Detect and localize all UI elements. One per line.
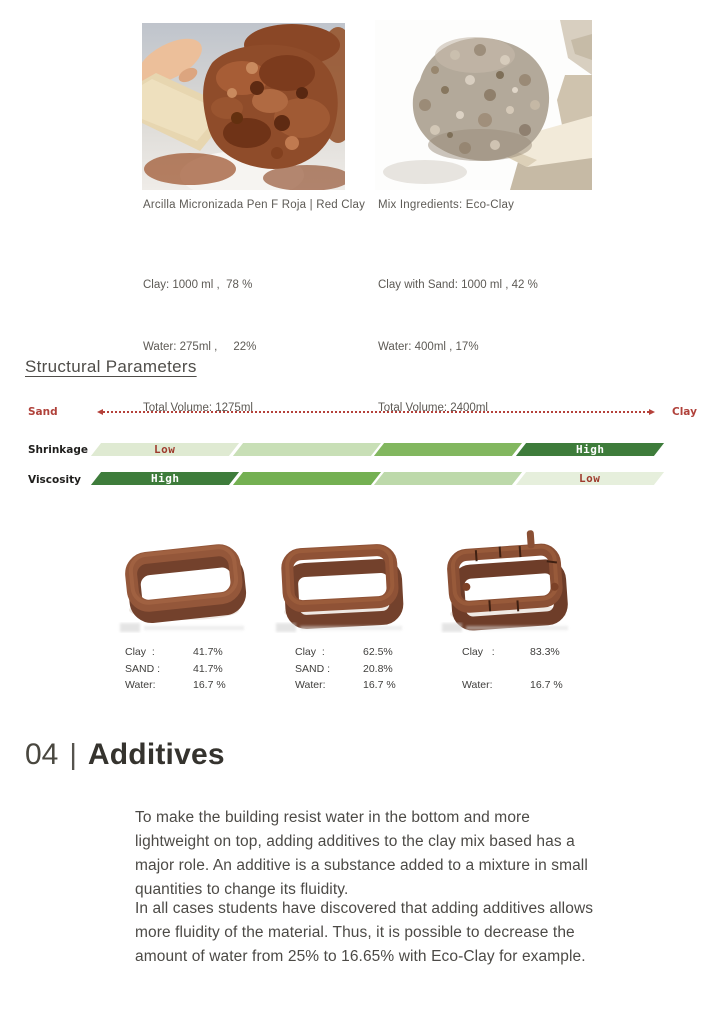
scale-segment (515, 472, 663, 485)
shrinkage-scale-bar (96, 443, 658, 456)
segment-text: Low (578, 472, 600, 485)
additives-paragraph-2: In all cases students have discovered that adding additives allows more fluidity of the material. Thus, it is possible to decrease the amount of water from 25% to 16.65% with Eco-Clay for example. (135, 900, 594, 965)
stat-value: 83.3% (530, 646, 560, 659)
stat-row (125, 677, 226, 694)
mix-stat-line: Total Volume: 1275ml (143, 402, 253, 414)
print-stats-3 (462, 644, 563, 694)
segment-text: Low (154, 443, 176, 456)
clay-print-photo-3 (430, 524, 584, 636)
eco-clay-caption: Mix Ingredients: Eco-Clay (378, 199, 515, 211)
section-separator: | (69, 739, 77, 771)
scale-segment (374, 443, 522, 456)
print-stats-2 (295, 644, 396, 694)
arrow-right-icon (649, 409, 655, 415)
scale-segment (374, 472, 522, 485)
stat-value: 62.5% (363, 646, 393, 659)
stat-label: Water: (462, 679, 493, 692)
segment-text: High (150, 472, 179, 485)
scale-segment (515, 443, 663, 456)
section-number: 04 (25, 738, 59, 771)
stat-row (295, 661, 396, 678)
stat-row (125, 661, 226, 678)
arrow-left-icon (97, 409, 103, 415)
stat-label: Clay : (295, 646, 325, 659)
stat-value: 20.8% (363, 662, 393, 675)
stat-row (462, 661, 563, 678)
stat-label: Clay : (462, 646, 495, 659)
clay-print-photo-2 (266, 524, 418, 636)
stat-label: Water: (295, 679, 326, 692)
stat-label: SAND : (295, 662, 331, 675)
axis-label-sand: Sand (28, 406, 58, 418)
scale-segment (91, 443, 239, 456)
stat-value: 41.7% (193, 662, 223, 675)
structural-parameters-title: Structural Parameters (25, 357, 197, 376)
mix-stat-line: Clay with Sand: 1000 ml , 42 % (378, 279, 538, 291)
mix-stat-line: Water: 400ml , 17% (378, 340, 479, 353)
print-stats-1 (125, 644, 226, 694)
stat-row (125, 644, 226, 661)
red-clay-mix-stats (143, 234, 256, 460)
scale-segment (91, 472, 239, 485)
stat-value: 16.7 % (363, 679, 396, 692)
additives-heading (25, 738, 225, 772)
mix-stat-line: Total Volume: 2400ml (378, 402, 488, 414)
segment-text: High (575, 443, 604, 456)
eco-clay-mix-stats (378, 234, 538, 460)
stat-row (462, 644, 563, 661)
stat-value: 16.7 % (193, 679, 226, 692)
stat-value: 16.7 % (530, 679, 563, 692)
sand-clay-axis (100, 411, 652, 413)
stat-label: Water: (125, 679, 156, 692)
mix-stat-line: Clay: 1000 ml , 78 % (143, 279, 253, 291)
stat-row (295, 677, 396, 694)
stat-label: Clay : (125, 646, 155, 659)
viscosity-label: Viscosity (28, 474, 81, 486)
eco-clay-photo (375, 20, 592, 190)
red-clay-caption: Arcilla Micronizada Pen F Roja | Red Clay (143, 199, 366, 211)
viscosity-scale-bar (96, 472, 658, 485)
axis-label-clay: Clay (672, 406, 697, 418)
clay-print-photo-1 (112, 524, 257, 636)
stat-label: SAND : (125, 662, 161, 675)
section-title: Additives (87, 738, 225, 771)
additives-paragraph-1: To make the building resist water in the bottom and more lightweight on top, adding additives to the clay mix based has a major role. An additive is a substance added to a mixture in small quantities to change its fluidity. (135, 809, 588, 898)
stat-value: 41.7% (193, 646, 223, 659)
scale-segment (232, 443, 380, 456)
mix-stat-line: Water: 275ml , 22% (143, 340, 257, 353)
scale-segment (232, 472, 380, 485)
shrinkage-label: Shrinkage (28, 444, 88, 456)
stat-row (295, 644, 396, 661)
red-clay-photo (142, 23, 345, 190)
stat-row (462, 677, 563, 694)
